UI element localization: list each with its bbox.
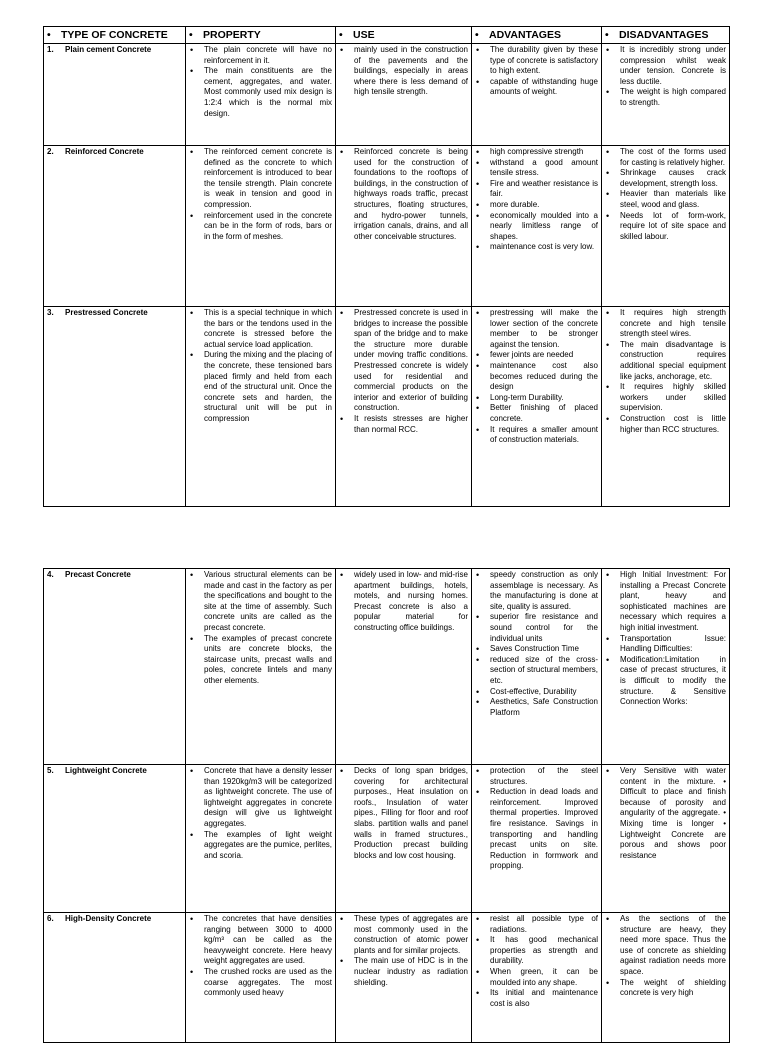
list-item: • fewer joints are needed (475, 350, 598, 361)
list-item: • Better finishing of placed concrete. (475, 403, 598, 424)
list-item: • Reduction in dead loads and reinforcement. Improved thermal properties. Improved fire resistance. Savings in transporting and handling precast units on site. Reduction in formwork and propping. (475, 787, 598, 872)
concrete-table-part-1 (43, 26, 730, 507)
concrete-table-part-2 (43, 568, 730, 1043)
list-item: • Fire and weather resistance is fair. (475, 179, 598, 200)
header-property: • PROPERTY (186, 27, 336, 44)
advantages-cell (472, 146, 602, 307)
list-item: • Various structural elements can be made and cast in the factory as per the specifications and bought to the site at the time of assembly. Such concrete units are called as the precast concrete. (189, 570, 332, 634)
list-item: • This is a special technique in which the bars or the tendons used in the concrete is stressed before the actual service load application. (189, 308, 332, 350)
property-cell (186, 307, 336, 507)
list-item: • It requires highly skilled workers under skilled supervision. (605, 382, 726, 414)
list-item: • superior fire resistance and sound control for the individual units (475, 612, 598, 644)
use-cell (336, 307, 472, 507)
list-item: • Needs lot of form-work, require lot of site space and skilled labour. (605, 211, 726, 243)
list-item: • Reinforced concrete is being used for the construction of foundations to the rooftops of buildings, in the construction of highways roads traffic, precast structures, floating structures, and hydro-power tunnels, irrigation canals, drains, and all other conceivable structures. (339, 147, 468, 242)
table-row (44, 765, 730, 913)
list-item: • When green, it can be moulded into any shape. (475, 967, 598, 988)
list-item: • During the mixing and the placing of the concrete, these tensioned bars placed firmly and held from each end of the structural unit. Once the concrete sets and harden, the structural unit will be put in compression (189, 350, 332, 424)
list-item: • prestressing will make the lower section of the concrete member to be stronger against the tension. (475, 308, 598, 350)
list-item: • Concrete that have a density lesser than 1920kg/m3 will be categorized as lightweight concrete. The use of lightweight aggregates in concrete design will give us lightweight aggregates. (189, 766, 332, 830)
advantages-cell (472, 765, 602, 913)
list-item: • As the sections of the structure are heavy, they need more space. Thus the use of concrete as shielding against radiation needs more space. (605, 914, 726, 978)
property-cell (186, 913, 336, 1043)
list-item: • Very Sensitive with water content in the mixture. • Difficult to place and finish because of porosity and angularity of the aggregate. • Mixing time is longer • Lightweight Concrete are porous and shows poor resistance (605, 766, 726, 861)
list-item: • Cost-effective, Durability (475, 687, 598, 698)
type-cell: 6. High-Density Concrete (44, 913, 186, 1043)
advantages-cell (472, 569, 602, 765)
use-cell (336, 146, 472, 307)
property-cell (186, 569, 336, 765)
list-item: • reinforcement used in the concrete can be in the form of rods, bars or in the form of meshes. (189, 211, 332, 243)
type-cell: 5. Lightweight Concrete (44, 765, 186, 913)
list-item: • maintenance cost also becomes reduced during the design (475, 361, 598, 393)
list-item: • It resists stresses are higher than normal RCC. (339, 414, 468, 435)
property-cell (186, 44, 336, 146)
list-item: • reduced size of the cross-section of structural members, etc. (475, 655, 598, 687)
disadvantages-cell (602, 146, 730, 307)
list-item: • more durable. (475, 200, 598, 211)
list-item: • The main use of HDC is in the nuclear industry as radiation shielding. (339, 956, 468, 988)
list-item: • Aesthetics, Safe Construction Platform (475, 697, 598, 718)
disadvantages-cell (602, 913, 730, 1043)
list-item: • maintenance cost is very low. (475, 242, 598, 253)
list-item: • The cost of the forms used for casting is relatively higher. (605, 147, 726, 168)
advantages-cell (472, 307, 602, 507)
list-item: • Heavier than materials like steel, wood and glass. (605, 189, 726, 210)
list-item: • It has good mechanical properties as strength and durability. (475, 935, 598, 967)
table-row (44, 146, 730, 307)
list-item: • It requires a smaller amount of construction materials. (475, 425, 598, 446)
list-item: • widely used in low- and mid-rise apartment buildings, hotels, motels, and nursing homes. Precast concrete is also a popular material for constructing office buildings. (339, 570, 468, 634)
disadvantages-cell (602, 765, 730, 913)
type-cell: 3. Prestressed Concrete (44, 307, 186, 507)
list-item: • The reinforced cement concrete is defined as the concrete to which reinforcement is introduced to bear the tensile strength. Plain concrete is weak in tension and good in compression. (189, 147, 332, 211)
list-item: • High Initial Investment: For installing a Precast Concrete plant, heavy and sophisticated machines are necessary which requires a high initial investment. (605, 570, 726, 634)
advantages-cell (472, 913, 602, 1043)
property-cell (186, 146, 336, 307)
list-item: • economically moulded into a nearly limitless range of shapes. (475, 211, 598, 243)
header-type: • TYPE OF CONCRETE (44, 27, 186, 44)
list-item: • withstand a good amount tensile stress. (475, 158, 598, 179)
header-disadvantages: • DISADVANTAGES (602, 27, 730, 44)
list-item: • Construction cost is little higher than RCC structures. (605, 414, 726, 435)
list-item: • These types of aggregates are most commonly used in the construction of atomic power plants and for similar projects. (339, 914, 468, 956)
list-item: • The examples of precast concrete units are concrete blocks, the staircase units, precast walls and poles, concrete lintels and many other elements. (189, 634, 332, 687)
table-row (44, 913, 730, 1043)
header-row (44, 27, 730, 44)
use-cell (336, 44, 472, 146)
list-item: • It is incredibly strong under compression whilst weak under tension. Concrete is less ductile. (605, 45, 726, 87)
type-cell: 2. Reinforced Concrete (44, 146, 186, 307)
list-item: • The weight is high compared to strength. (605, 87, 726, 108)
list-item: • The main constituents are the cement, aggregates, and water. Most commonly used mix design is 1:2:4 which is the normal mix design. (189, 66, 332, 119)
list-item: • Long-term Durability. (475, 393, 598, 404)
list-item: • resist all possible type of radiations. (475, 914, 598, 935)
list-item: • Saves Construction Time (475, 644, 598, 655)
list-item: • The crushed rocks are used as the coarse aggregates. The most commonly used heavy (189, 967, 332, 999)
table-row (44, 569, 730, 765)
use-cell (336, 569, 472, 765)
use-cell (336, 765, 472, 913)
table-row (44, 307, 730, 507)
disadvantages-cell (602, 569, 730, 765)
list-item: • high compressive strength (475, 147, 598, 158)
list-item: • Modification:Limitation in case of precast structures, it is difficult to modify the structure. & Sensitive Connection Works: (605, 655, 726, 708)
list-item: • The weight of shielding concrete is very high (605, 978, 726, 999)
property-cell (186, 765, 336, 913)
list-item: • The main disadvantage is construction requires additional special equipment like jacks, anchorage, etc. (605, 340, 726, 382)
disadvantages-cell (602, 307, 730, 507)
use-cell (336, 913, 472, 1043)
header-advantages: • ADVANTAGES (472, 27, 602, 44)
list-item: • Transportation Issue: Handling Difficulties: (605, 634, 726, 655)
list-item: • The durability given by these type of concrete is satisfactory to high extent. (475, 45, 598, 77)
list-item: • capable of withstanding huge amounts of weight. (475, 77, 598, 98)
header-use: • USE (336, 27, 472, 44)
type-cell: 1. Plain cement Concrete (44, 44, 186, 146)
list-item: • Its initial and maintenance cost is also (475, 988, 598, 1009)
list-item: • Prestressed concrete is used in bridges to increase the possible span of the bridge and to make the structure more durable under moving traffic conditions. Prestressed concrete is widely used for residential and commercial products on the interior and exterior of building construction. (339, 308, 468, 414)
list-item: • It requires high strength concrete and high tensile strength steel wires. (605, 308, 726, 340)
disadvantages-cell (602, 44, 730, 146)
list-item: • The plain concrete will have no reinforcement in it. (189, 45, 332, 66)
advantages-cell (472, 44, 602, 146)
list-item: • speedy construction as only assemblage is necessary. As the manufacturing is done at site, quality is assured. (475, 570, 598, 612)
list-item: • Shrinkage causes crack development, strength loss. (605, 168, 726, 189)
list-item: • The concretes that have densities ranging between 3000 to 4000 kg/m³ can be called as the heavyweight concrete. Here heavy weight aggregates are used. (189, 914, 332, 967)
list-item: • The examples of light weight aggregates are the pumice, perlites, and scoria. (189, 830, 332, 862)
type-cell: 4. Precast Concrete (44, 569, 186, 765)
table-row (44, 44, 730, 146)
list-item: • mainly used in the construction of the pavements and the buildings, especially in areas where there is less demand of high tensile strength. (339, 45, 468, 98)
list-item: • protection of the steel structures. (475, 766, 598, 787)
list-item: • Decks of long span bridges, covering for architectural purposes., Heat insulation on roofs., Insulation of water pipes., Filling for floor and roof slabs. partition walls and panel walls in framed structures., Production precast building blocks and low cost housing. (339, 766, 468, 861)
